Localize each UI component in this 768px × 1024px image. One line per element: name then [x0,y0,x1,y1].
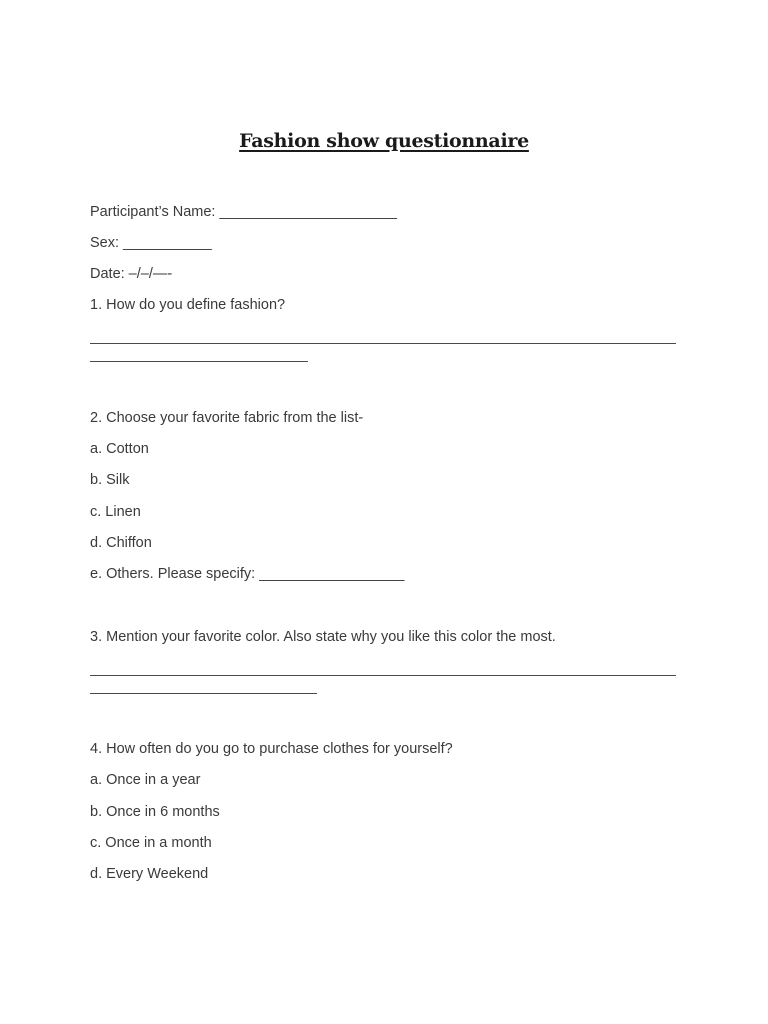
participant-name-field[interactable]: Participant’s Name: ______________________ [90,204,397,220]
answer-3-line-1[interactable] [90,675,676,676]
answer-1-line-1[interactable] [90,343,676,344]
date-field[interactable]: Date: –/–/—- [90,266,173,282]
question-3-prompt: 3. Mention your favorite color. Also state why you like this color the most. [90,629,556,645]
answer-1-line-2[interactable] [90,361,308,362]
question-4-prompt: 4. How often do you go to purchase clothes for yourself? [90,741,453,757]
question-2-option-b[interactable]: b. Silk [90,472,130,488]
question-2-prompt: 2. Choose your favorite fabric from the list- [90,410,364,426]
document-title: Fashion show questionnaire [239,130,529,152]
question-4-option-b[interactable]: b. Once in 6 months [90,804,220,820]
answer-3-line-2[interactable] [90,693,317,694]
question-2-option-c[interactable]: c. Linen [90,504,141,520]
question-2-option-d[interactable]: d. Chiffon [90,535,152,551]
question-4-option-c[interactable]: c. Once in a month [90,835,212,851]
question-4-option-a[interactable]: a. Once in a year [90,772,201,788]
question-2-option-e[interactable]: e. Others. Please specify: __________________ [90,566,405,582]
question-2-option-a[interactable]: a. Cotton [90,441,149,457]
question-4-option-d[interactable]: d. Every Weekend [90,866,209,882]
question-1-prompt: 1. How do you define fashion? [90,297,286,313]
sex-field[interactable]: Sex: ___________ [90,235,212,251]
